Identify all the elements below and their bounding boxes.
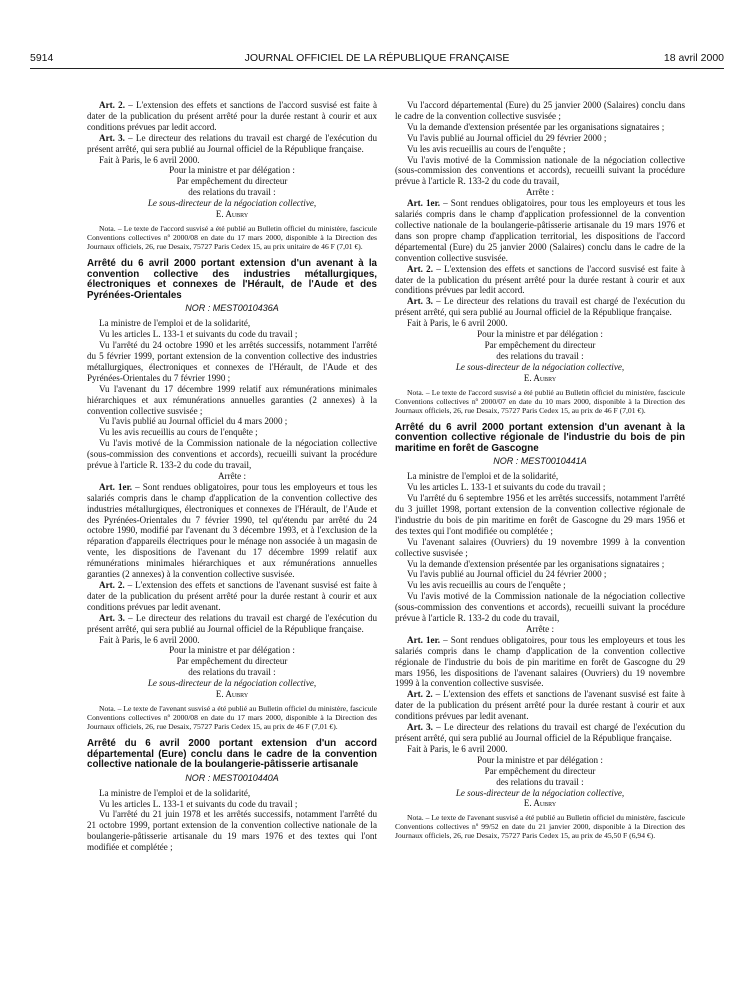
- nor-reference: NOR : MEST0010441A: [493, 456, 587, 467]
- nota-note: Nota. – Le texte de l'accord susvisé a été publié au Bulletin officiel du ministère, fascicule Conventions collectives nº 2000/08 en date du 17 mars 2000, disponible à la Direction des Journaux officiels, 26, rue Desaix, 75727 Paris Cedex 15, au prix unitaire de 46 F (7,01 €).: [87, 223, 377, 251]
- signature-place-date: Fait à Paris, le 6 avril 2000.: [99, 154, 200, 165]
- body-paragraph: Vu les articles L. 133-1 et suivants du code du travail ;: [407, 482, 606, 493]
- body-paragraph: La ministre de l'emploi et de la solidarité,: [407, 471, 559, 482]
- signatory-name: E. Aubry: [523, 798, 557, 809]
- body-paragraph: La ministre de l'emploi et de la solidarité,: [99, 318, 251, 329]
- nota-note: Nota. – Le texte de l'avenant susvisé a été publié au Bulletin officiel du ministère, fascicule Conventions collectives nº 2000/08 en date du 17 mars 2000, disponible à la Direction des Journaux officiels, 26, rue Desaix, 75727 Paris Cedex 15, au prix de 46 F (7,01 €).: [87, 703, 377, 731]
- left-column: [87, 100, 377, 853]
- body-paragraph: Vu les avis recueillis au cours de l'enquête ;: [407, 143, 566, 154]
- nor-reference: NOR : MEST0010436A: [185, 303, 279, 314]
- article-paragraph: Art. 1er. – Sont rendues obligatoires, pour tous les employeurs et tous les salariés compris dans le champ d'application de la convention collective des industries métallurgiques, électroniques et connexes de l'Hérault, de l'Aude et des Pyrénées-Orientales du 7 février 1990, tel qu'étendu par arrêté du 24 octobre 1990, modifié par l'avenant du 3 décembre 1993, et à l'exclusion de la réparation d'appareils électriques pour le ménage non associée à un magasin de vente, les dispositions de l'avenant du 17 décembre 1999 relatif aux rémunérations minimales hiérarchiques et aux rémunérations annuelles garanties (2 annexes) à la convention collective susvisée.: [87, 481, 377, 580]
- article-paragraph: Art. 2. – L'extension des effets et sanctions de l'avenant susvisé est faite à dater de la publication du présent arrêté pour la durée restant à courir et aux conditions prévues par ledit avenant.: [87, 580, 378, 612]
- body-paragraph: Vu la demande d'extension présentée par les organisations signataires ;: [407, 558, 665, 569]
- signature-line: Pour la ministre et par délégation :: [169, 645, 295, 656]
- body-paragraph: Vu l'arrêté du 24 octobre 1990 et les arrêtés successifs, notamment l'arrêté du 5 février 1999, portant extension de la convention collective des industries métallurgiques, électroniques et connexes de l'Hérault, de l'Aude et des Pyrénées-Orientales du 7 février 1990 ;: [87, 340, 377, 383]
- article-paragraph: Art. 3. – Le directeur des relations du travail est chargé de l'exécution du présent arrêté, qui sera publié au Journal officiel de la République française.: [87, 132, 377, 154]
- article-paragraph: Art. 1er. – Sont rendues obligatoires, pour tous les employeurs et tous les salariés compris dans le champ d'application de la convention collective régionale de l'industrie du bois de pin maritime en forêt de Gascogne du 29 mars 1956, les dispositions de l'avenant salaires (Ouvriers) du 19 novembre 1999 à la convention collective susvisée.: [395, 634, 685, 689]
- signature-line: Le sous-directeur de la négociation collective,: [455, 361, 625, 372]
- decree-title: Arrêté du 6 avril 2000 portant extension d'un avenant à la convention collective régionale de l'industrie du bois de pin maritime en forêt de Gascogne: [395, 421, 685, 454]
- body-paragraph: Vu l'avis motivé de la Commission nationale de la négociation collective (sous-commission des conventions et accords), recueilli suivant la procédure prévue à l'article R. 133-2 du code du travail,: [87, 438, 377, 471]
- signature-line: Par empêchement du directeur: [484, 339, 596, 350]
- arrete-heading: Arrête :: [525, 187, 555, 198]
- nor-reference: NOR : MEST0010440A: [185, 772, 279, 783]
- signature-line: Le sous-directeur de la négociation collective,: [147, 678, 317, 689]
- signature-line: Par empêchement du directeur: [484, 765, 596, 776]
- header-rule: [30, 68, 724, 69]
- nota-note: Nota. – Le texte de l'accord susvisé a été publié au Bulletin officiel du ministère, fascicule Conventions collectives nº 2000/07 en date du 10 mars 2000, disponible à la Direction des Journaux officiels, 26, rue Desaix, 75727 Paris Cedex 15, au prix de 46 F (7,01 €).: [395, 387, 685, 415]
- body-paragraph: Vu l'arrêté du 6 septembre 1956 et les arrêtés successifs, notamment l'arrêté du 3 juillet 1998, portant extension de la convention collective régionale de l'industrie du bois de pin maritime en forêt de Gascogne du 29 mars 1956 et des textes qui l'ont modifiée ou complétée ;: [395, 493, 685, 536]
- article-paragraph: Art. 3. – Le directeur des relations du travail est chargé de l'exécution du présent arrêté, qui sera publié au Journal officiel de la République française.: [395, 296, 685, 318]
- decree-title: Arrêté du 6 avril 2000 portant extension d'un accord départemental (Eure) conclu dans le cadre de la convention collective nationale de la boulangerie-pâtisserie artisanale: [87, 737, 377, 771]
- body-paragraph: Vu l'avis publié au Journal officiel du 29 février 2000 ;: [407, 132, 607, 143]
- article-paragraph: Art. 1er. – Sont rendues obligatoires, pour tous les employeurs et tous les salariés compris dans le champ d'application professionnel de la convention collective nationale de la boulangerie-pâtisserie artisanale du 19 mars 1976 et dans son propre champ d'application territorial, les dispositions de l'accord départemental (Eure) du 25 janvier 2000 (Salaires) conclu dans le cadre de la convention collective susvisée.: [395, 198, 685, 263]
- signature-line: des relations du travail :: [188, 667, 276, 678]
- signature-line: Le sous-directeur de la négociation collective,: [147, 198, 317, 209]
- page-number: 5914: [30, 52, 54, 64]
- journal-title: JOURNAL OFFICIEL DE LA RÉPUBLIQUE FRANÇAISE: [244, 52, 510, 64]
- signature-place-date: Fait à Paris, le 6 avril 2000.: [407, 743, 508, 754]
- right-column: [395, 100, 685, 840]
- body-paragraph: Vu l'avenant salaires (Ouvriers) du 19 novembre 1999 à la convention collective susvisée ;: [395, 536, 685, 558]
- decree-title: Arrêté du 6 avril 2000 portant extension d'un avenant à la convention collective des industries métallurgiques, électroniques et connexes de l'Hérault, de l'Aude et des Pyrénées-Orientales: [87, 257, 377, 301]
- body-paragraph: Vu les articles L. 133-1 et suivants du code du travail ;: [99, 329, 298, 340]
- article-paragraph: Art. 3. – Le directeur des relations du travail est chargé de l'exécution du présent arrêté, qui sera publié au Journal officiel de la République française.: [87, 612, 377, 634]
- body-paragraph: Vu la demande d'extension présentée par les organisations signataires ;: [407, 121, 665, 132]
- signature-line: des relations du travail :: [188, 187, 276, 198]
- body-paragraph: Vu l'avenant du 17 décembre 1999 relatif aux rémunérations minimales hiérarchiques et aux rémunérations annuelles garanties (2 annexes) à la convention collective susvisée ;: [87, 383, 377, 416]
- body-paragraph: Vu les articles L. 133-1 et suivants du code du travail ;: [99, 798, 298, 809]
- signature-line: Par empêchement du directeur: [176, 656, 288, 667]
- body-paragraph: Vu l'arrêté du 21 juin 1978 et les arrêtés successifs, notamment l'arrêté du 21 octobre 1999, portant extension de la convention collective nationale de la boulangerie-pâtisserie artisanale du 19 mars 1976 et des textes qui l'ont modifiée et complétée ;: [87, 809, 377, 853]
- body-paragraph: Vu les avis recueillis au cours de l'enquête ;: [99, 427, 258, 438]
- signatory-name: E. Aubry: [215, 209, 249, 220]
- nota-note: Nota. – Le texte de l'avenant susvisé a été publié au Bulletin officiel du ministère, fascicule Conventions collectives nº 99/52 en date du 21 janvier 2000, disponible à la Direction des Journaux officiels, 26, rue Desaix, 75727 Paris Cedex 15, au prix de 45,50 F (6,94 €).: [395, 813, 685, 841]
- signature-line: Pour la ministre et par délégation :: [477, 754, 603, 765]
- body-paragraph: Vu les avis recueillis au cours de l'enquête ;: [407, 580, 566, 591]
- body-paragraph: Vu l'avis motivé de la Commission nationale de la négociation collective (sous-commission des conventions et accords), recueilli suivant la procédure prévue à l'article R. 133-2 du code du travail,: [395, 591, 685, 624]
- article-paragraph: Art. 2. – L'extension des effets et sanctions de l'accord susvisé est faite à dater de la publication du présent arrêté pour la durée restant à courir et aux conditions prévues par ledit accord.: [395, 263, 686, 296]
- signature-place-date: Fait à Paris, le 6 avril 2000.: [99, 634, 200, 645]
- signature-line: des relations du travail :: [496, 350, 584, 361]
- arrete-heading: Arrête :: [525, 623, 555, 634]
- signatory-name: E. Aubry: [523, 372, 557, 383]
- page-header: [30, 52, 724, 68]
- signature-place-date: Fait à Paris, le 6 avril 2000.: [407, 318, 508, 329]
- arrete-heading: Arrête :: [217, 470, 247, 481]
- article-paragraph: Art. 3. – Le directeur des relations du travail est chargé de l'exécution du présent arrêté, qui sera publié au Journal officiel de la République française.: [395, 722, 685, 743]
- signature-line: Pour la ministre et par délégation :: [169, 165, 295, 176]
- article-paragraph: Art. 2. – L'extension des effets et sanctions de l'avenant susvisé est faite à dater de la publication du présent arrêté pour la durée restant à courir et aux conditions prévues par ledit avenant.: [395, 689, 686, 722]
- body-paragraph: Vu l'accord départemental (Eure) du 25 janvier 2000 (Salaires) conclu dans le cadre de la convention collective susvisée ;: [395, 100, 685, 121]
- signature-line: des relations du travail :: [496, 776, 584, 787]
- body-paragraph: La ministre de l'emploi et de la solidarité,: [99, 787, 251, 798]
- article-paragraph: Art. 2. – L'extension des effets et sanctions de l'accord susvisé est faite à dater de la publication du présent arrêté pour la durée restant à courir et aux conditions prévues par ledit accord.: [87, 100, 378, 132]
- issue-date: 18 avril 2000: [663, 52, 724, 64]
- signature-line: Par empêchement du directeur: [176, 176, 288, 187]
- body-paragraph: Vu l'avis publié au Journal officiel du 24 février 2000 ;: [407, 569, 607, 580]
- signature-line: Pour la ministre et par délégation :: [477, 329, 603, 340]
- body-paragraph: Vu l'avis publié au Journal officiel du 4 mars 2000 ;: [99, 416, 288, 427]
- signatory-name: E. Aubry: [215, 689, 249, 700]
- body-paragraph: Vu l'avis motivé de la Commission nationale de la négociation collective (sous-commission des conventions et accords), recueilli suivant la procédure prévue à l'article R. 133-2 du code du travail,: [395, 154, 685, 187]
- signature-line: Le sous-directeur de la négociation collective,: [455, 787, 625, 798]
